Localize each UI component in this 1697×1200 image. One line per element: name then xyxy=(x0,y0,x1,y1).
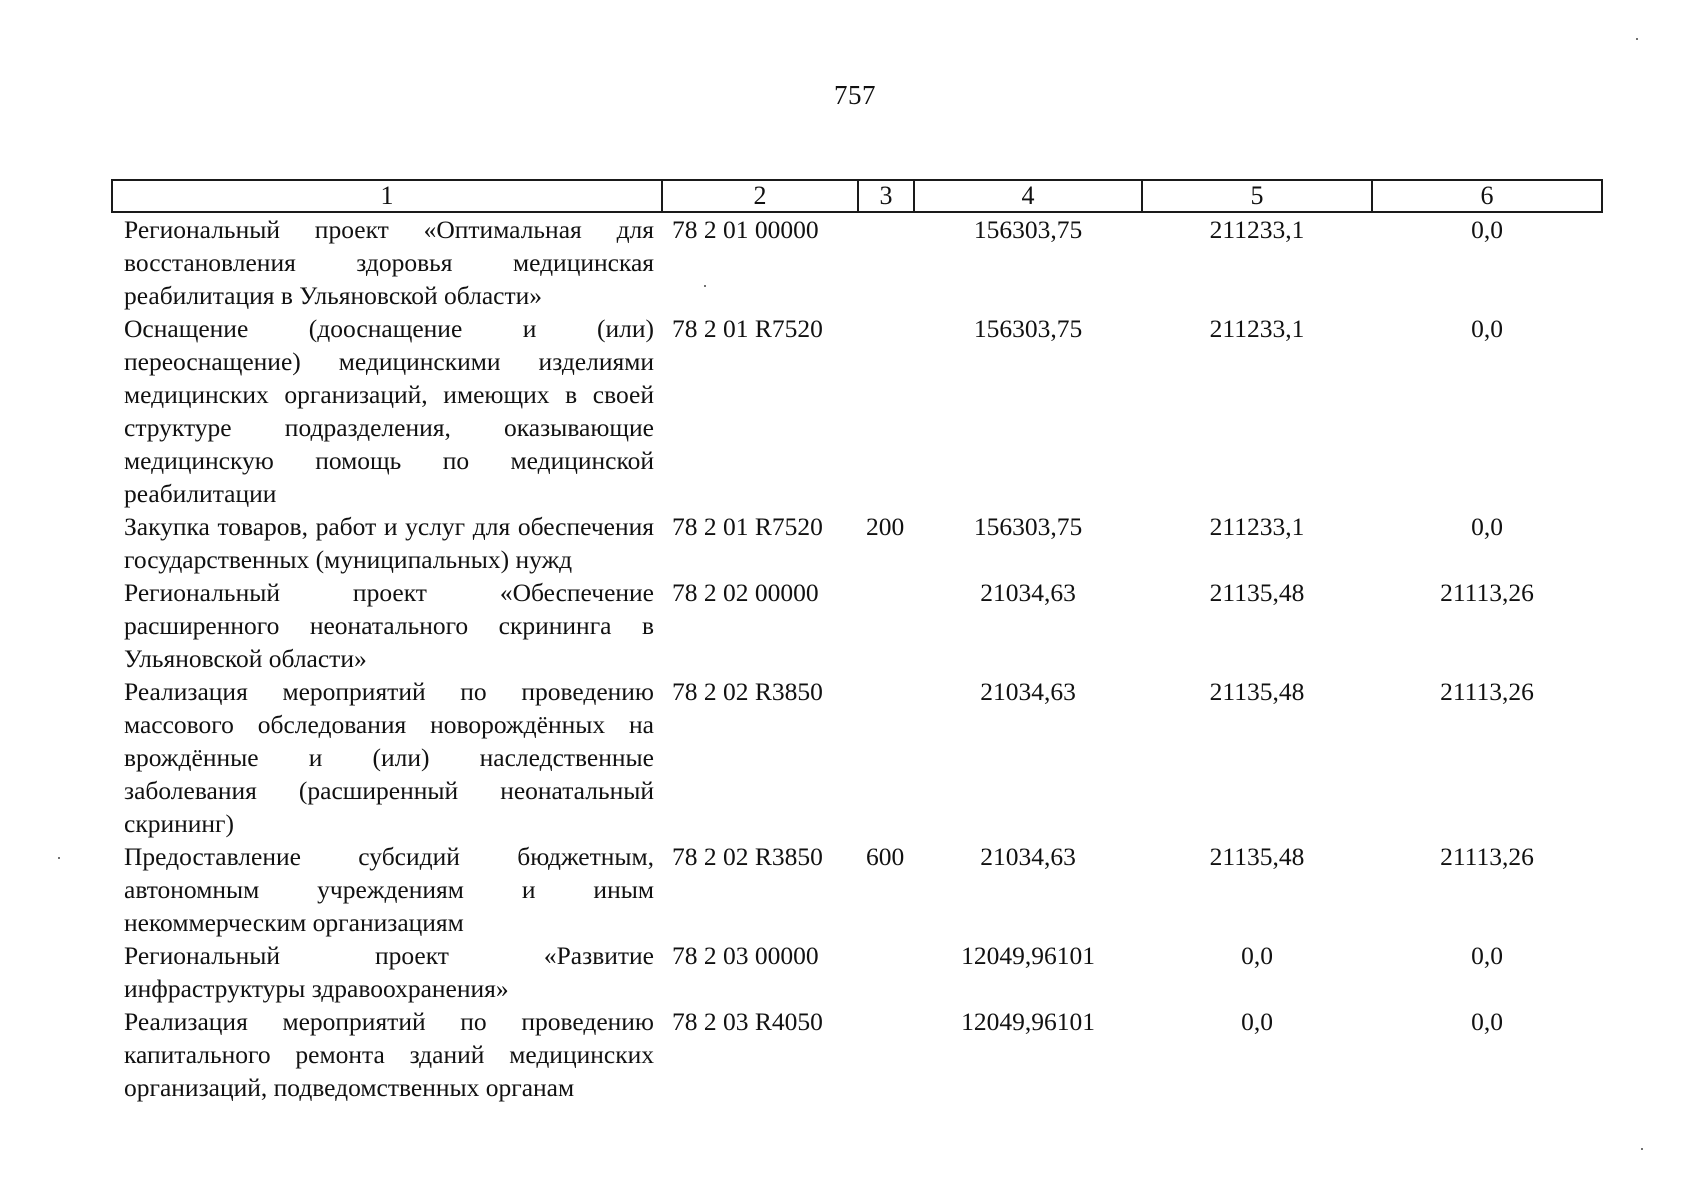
row-value-col4: 156303,75 xyxy=(973,512,1083,541)
row-code: 78 2 02 00000 xyxy=(672,578,819,607)
scan-speck xyxy=(1641,1148,1643,1150)
row-value-col6: 0,0 xyxy=(1471,215,1503,244)
row-value-col5: 211233,1 xyxy=(1209,215,1305,244)
table-row xyxy=(112,212,1602,312)
row-value-col6: 0,0 xyxy=(1471,512,1503,541)
row-value-col4: 12049,96101 xyxy=(961,1007,1095,1036)
row-code: 78 2 01 R7520 xyxy=(672,314,823,343)
header-col-6: 6 xyxy=(1372,180,1602,212)
scan-speck xyxy=(58,857,60,859)
row-expense-type xyxy=(858,939,914,1005)
row-value-col5: 21135,48 xyxy=(1209,578,1305,607)
row-code: 78 2 03 R4050 xyxy=(672,1007,823,1036)
row-name: Предоставление субсидий бюджетным, автономным учреждениям и иным некоммерческим организациям xyxy=(124,842,654,937)
row-code: 78 2 01 00000 xyxy=(672,215,819,244)
row-value-col6: 21113,26 xyxy=(1440,677,1534,706)
row-value-col4: 12049,96101 xyxy=(961,941,1095,970)
row-code: 78 2 02 R3850 xyxy=(672,842,823,871)
header-col-4: 4 xyxy=(914,180,1142,212)
table-row xyxy=(112,675,1602,840)
row-value-col5: 0,0 xyxy=(1241,1007,1273,1036)
row-code: 78 2 02 R3850 xyxy=(672,677,823,706)
row-name: Реализация мероприятий по проведению массового обследования новорождённых на врождённые и (или) наследственные заболевания (расширенный неонатальный скрининг) xyxy=(124,677,654,838)
row-value-col6: 0,0 xyxy=(1471,941,1503,970)
header-col-5: 5 xyxy=(1142,180,1372,212)
row-value-col6: 21113,26 xyxy=(1440,842,1534,871)
header-row xyxy=(112,180,1602,212)
row-value-col4: 21034,63 xyxy=(980,677,1076,706)
row-expense-type xyxy=(858,576,914,675)
table-row xyxy=(112,1005,1602,1104)
budget-table xyxy=(111,179,1603,1104)
row-code: 78 2 01 R7520 xyxy=(672,512,823,541)
scan-speck xyxy=(704,285,706,287)
table-row xyxy=(112,840,1602,939)
row-expense-type xyxy=(858,675,914,840)
row-value-col5: 211233,1 xyxy=(1209,512,1305,541)
table-body xyxy=(112,212,1602,1104)
row-value-col6: 0,0 xyxy=(1471,314,1503,343)
header-col-2: 2 xyxy=(662,180,858,212)
row-value-col4: 21034,63 xyxy=(980,842,1076,871)
table-row xyxy=(112,939,1602,1005)
row-expense-type xyxy=(858,212,914,312)
row-value-col4: 156303,75 xyxy=(973,314,1083,343)
row-name: Региональный проект «Оптимальная для восстановления здоровья медицинская реабилитация в Ульяновской области» xyxy=(124,215,654,310)
row-value-col6: 21113,26 xyxy=(1440,578,1534,607)
row-code: 78 2 03 00000 xyxy=(672,941,819,970)
row-name: Закупка товаров, работ и услуг для обеспечения государственных (муниципальных) нужд xyxy=(124,512,654,574)
row-name: Реализация мероприятий по проведению капитального ремонта зданий медицинских организаций, подведомственных органам xyxy=(124,1007,654,1102)
row-expense-type: 600 xyxy=(866,842,905,871)
row-name: Региональный проект «Обеспечение расширенного неонатального скрининга в Ульяновской области» xyxy=(124,578,654,673)
page-number: 757 xyxy=(834,80,876,110)
table-row xyxy=(112,510,1602,576)
row-value-col5: 211233,1 xyxy=(1209,314,1305,343)
row-value-col4: 21034,63 xyxy=(980,578,1076,607)
row-value-col5: 21135,48 xyxy=(1209,677,1305,706)
table-row xyxy=(112,312,1602,510)
scan-speck xyxy=(1636,38,1638,40)
header-col-1: 1 xyxy=(112,180,662,212)
row-name: Региональный проект «Развитие инфраструктуры здравоохранения» xyxy=(124,941,654,1003)
row-expense-type xyxy=(858,1005,914,1104)
row-value-col5: 21135,48 xyxy=(1209,842,1305,871)
row-name: Оснащение (дооснащение и (или) переоснащение) медицинскими изделиями медицинских организаций, имеющих в своей структуре подразделения, оказывающие медицинскую помощь по медицинской реабилитации xyxy=(124,314,654,508)
row-expense-type: 200 xyxy=(866,512,905,541)
row-value-col5: 0,0 xyxy=(1241,941,1273,970)
row-expense-type xyxy=(858,312,914,510)
table-header xyxy=(112,180,1602,212)
table-row xyxy=(112,576,1602,675)
header-col-3: 3 xyxy=(858,180,914,212)
row-value-col6: 0,0 xyxy=(1471,1007,1503,1036)
row-value-col4: 156303,75 xyxy=(973,215,1083,244)
